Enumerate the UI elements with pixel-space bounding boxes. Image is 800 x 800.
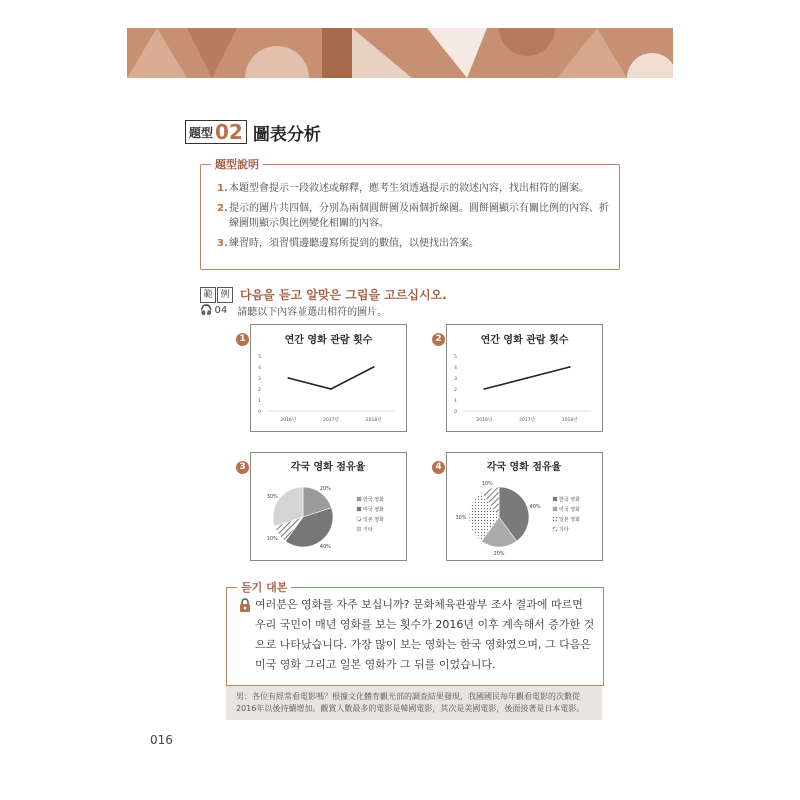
item-number: 2. [217,203,228,214]
y-tick-label: 3 [258,377,261,382]
slice-label: 30% [455,515,467,521]
description-list [217,181,609,256]
option-number[interactable]: 3 [236,461,249,474]
slice-label: 20% [319,485,331,492]
y-tick-label: 4 [258,366,261,371]
legend-swatch [553,497,557,501]
line-chart [447,325,602,431]
legend-entry: 미국 영화 [559,507,580,513]
script-text: 여러분은 영화를 자주 보십니까? 문화체육관광부 조사 결과에 따르면 우리 국민이 매년 영화를 보는 횟수가 2016년 이후 계속해서 증가한 것으로 나타났습니다. 가장 많이 보는 영화는 한국 영화였으며, 그 다음은 미국 영화 그리고 일본 영화가 그 뒤를 이었습니다. [255,598,595,671]
chart-title: 각국 영화 점유율 [290,462,366,473]
x-tick-label: 2016년 [476,418,493,423]
slice-label: 10% [481,480,493,487]
description-box [200,158,620,270]
page-title: 圖表分析 [252,124,321,145]
banner-pattern [127,28,673,78]
example-heading [200,286,447,303]
example-badge-char: 例 [217,287,233,303]
legend-entry: 한국 영화 [363,497,384,503]
slice-label: 30% [266,493,278,500]
audio-track[interactable] [200,305,227,316]
y-tick-label: 0 [258,410,261,415]
slice-label: 40% [319,544,331,551]
x-tick-label: 2016년 [280,418,297,423]
chart-title: 연간 영화 관람 횟수 [284,335,373,346]
example-subheading [200,303,387,318]
chart-option-1[interactable] [250,324,407,432]
legend-entry: 기타 [363,527,373,533]
chart-option-3[interactable] [250,452,407,561]
pie-chart [447,453,602,560]
y-tick-label: 1 [258,399,261,404]
data-point [373,366,375,368]
data-point [526,377,528,379]
description-heading: 題型說明 [211,156,263,172]
legend-entry: 일본 영화 [363,517,384,523]
legend-swatch [357,507,361,511]
item-text: 提示的圖片共四個，分別為兩個圓餅圖及兩個折線圖。圓餅圖顯示有關比例的內容、折線圖則顯示與比例變化相關的內容。 [229,203,609,229]
item-text: 本題型會提示一段敘述或解釋，應考生須透過提示的敘述內容，找出相符的圖案。 [229,183,589,194]
legend-entry: 미국 영화 [363,507,384,513]
script-heading: 듣기 대본 [237,579,291,595]
legend-entry: 기타 [559,527,569,533]
legend-swatch [553,517,557,521]
lock-icon [239,598,251,612]
badge-label: 題型 [189,125,214,140]
legend-swatch [357,517,361,521]
data-point [569,366,571,368]
header-banner [127,28,673,78]
badge-number: 02 [215,120,243,144]
legend-entry: 한국 영화 [559,497,580,503]
example-badge-char: 範 [200,287,216,303]
slice-label: 10% [266,536,278,543]
item-number: 3. [217,238,228,249]
list-item [217,181,609,196]
section-title [185,119,321,145]
headphone-icon: 🎧 [200,305,213,316]
slice-label: 40% [529,503,541,510]
series-line [288,367,373,389]
line-chart [251,325,406,431]
question-type-badge [185,120,247,144]
y-tick-label: 5 [258,355,261,360]
listening-script-box [226,581,604,686]
data-point [483,388,485,390]
y-tick-label: 4 [454,366,457,371]
slice-label: 20% [493,551,505,557]
option-number[interactable]: 2 [432,333,445,346]
example-badge [200,287,234,303]
chart-title: 연간 영화 관람 횟수 [480,335,569,346]
legend-entry: 일본 영화 [559,517,580,523]
list-item [217,236,609,251]
data-point [330,388,332,390]
y-tick-label: 3 [454,377,457,382]
x-tick-label: 2017년 [323,418,339,423]
legend-swatch [553,507,557,511]
item-text: 練習時，須習慣邊聽邊寫所提到的數值，以便找出答案。 [229,238,479,249]
option-number[interactable]: 1 [236,333,249,346]
y-tick-label: 5 [454,355,457,360]
track-number: 04 [214,305,228,316]
x-tick-label: 2017년 [519,418,535,423]
chart-option-4[interactable] [446,452,603,561]
y-tick-label: 2 [454,388,457,393]
y-tick-label: 0 [454,410,457,415]
item-number: 1. [217,183,228,194]
translation-text: 男：各位有經常看電影嗎？根據文化體育觀光部的調查結果發現，我國國民每年觀看電影的次數從2016年以後持續增加。觀賞人數最多的電影是韓國電影，其次是美國電影，後面接著是日本電影。 [226,686,602,720]
legend-swatch [553,527,557,531]
chart-title: 각국 영화 점유율 [486,462,562,473]
page-number: 016 [150,733,173,747]
chart-option-2[interactable] [446,324,603,432]
example-subtitle: 請聽以下內容並選出相符的圖片。 [237,307,388,318]
data-point [287,377,289,379]
example-title: 다음을 듣고 알맞은 그림을 고르십시오. [240,288,447,302]
y-tick-label: 2 [258,388,261,393]
x-tick-label: 2018년 [365,418,382,423]
x-tick-label: 2018년 [561,418,578,423]
y-tick-label: 1 [454,399,457,404]
pie-chart [251,453,406,560]
legend-swatch [357,527,361,531]
list-item [217,201,609,231]
legend-swatch [357,497,361,501]
option-number[interactable]: 4 [432,461,445,474]
